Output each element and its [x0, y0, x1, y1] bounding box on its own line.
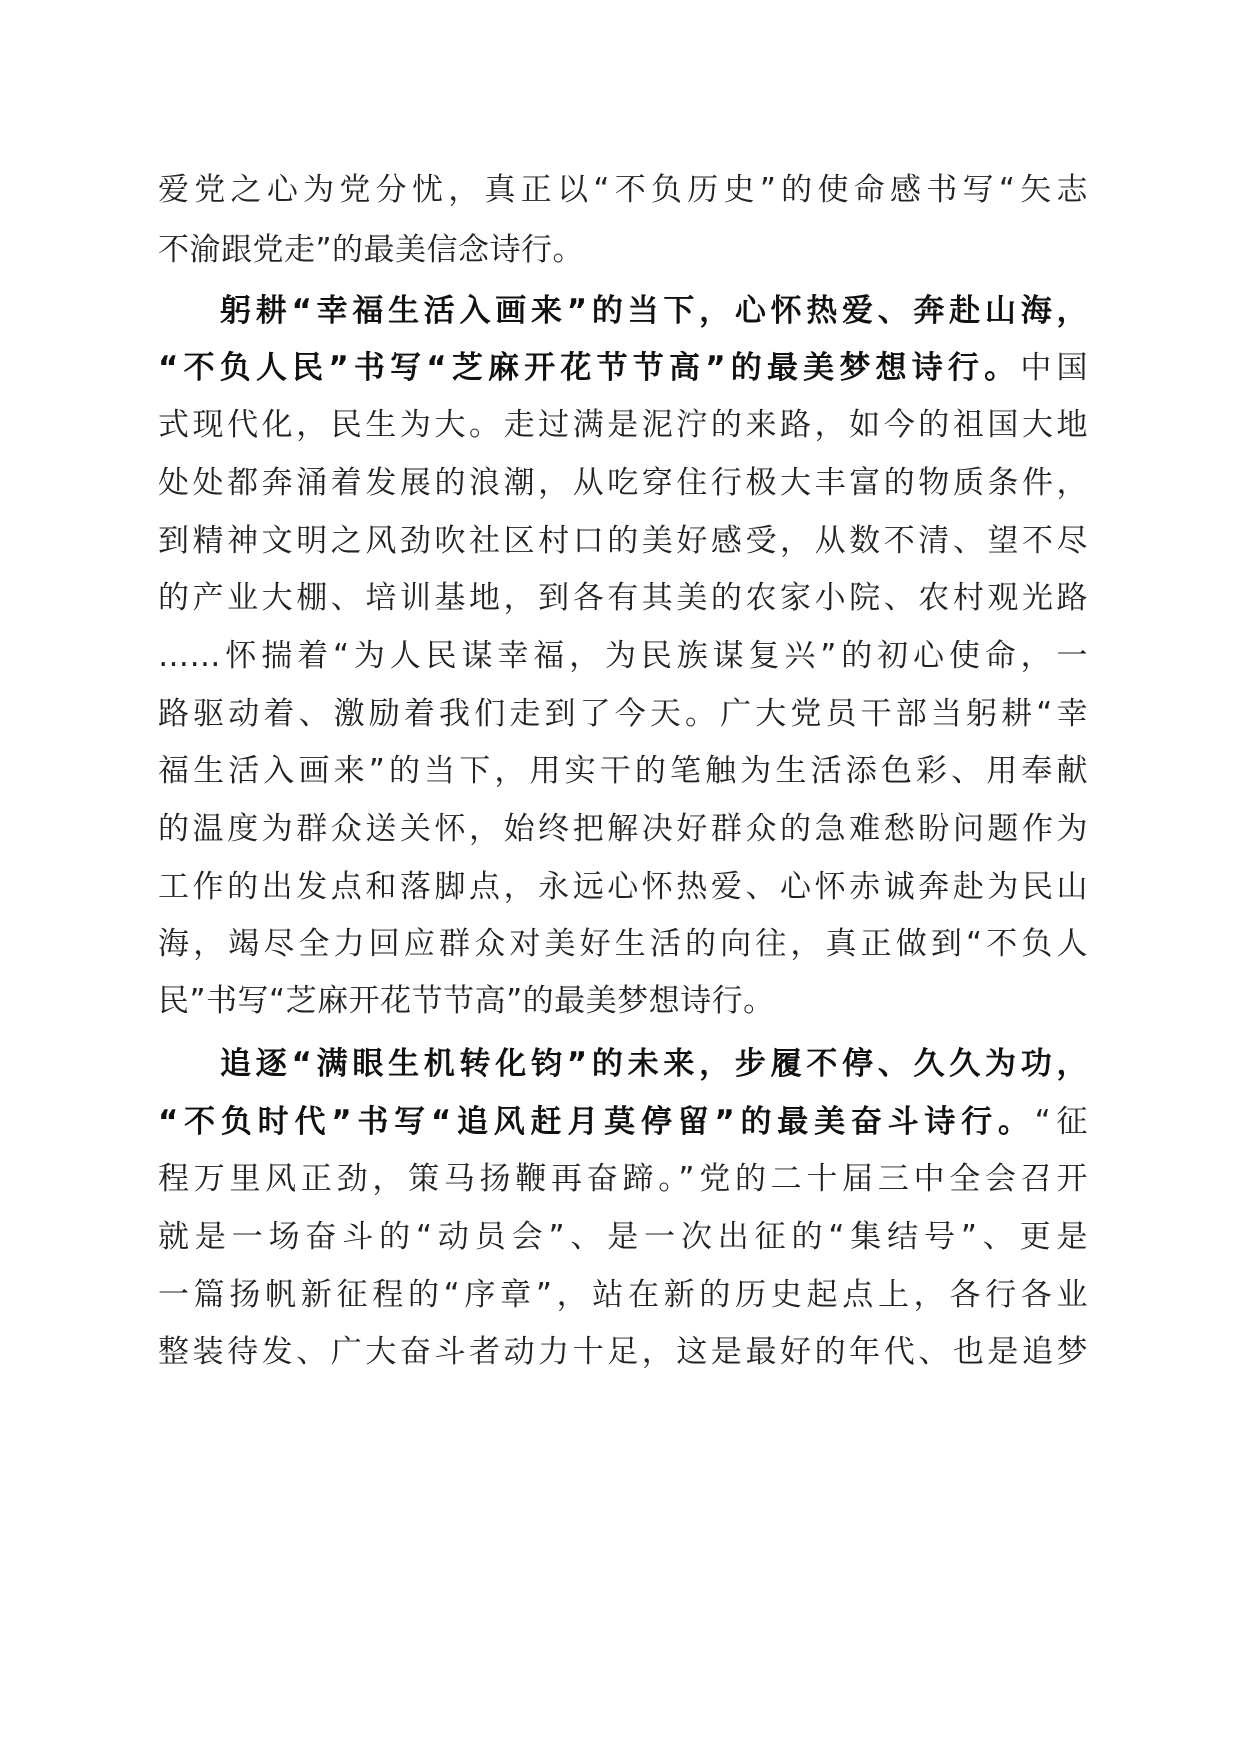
body-line: 就是一场奋斗的“动员会”、是一次出征的“集结号”、更是: [158, 1219, 1088, 1255]
paragraph-heading: 追逐“满眼生机转化钧”的未来，步履不停、久久为功，: [220, 1046, 1088, 1082]
body-line: 的产业大棚、培训基地，到各有其美的农家小院、农村观光路: [158, 580, 1088, 616]
body-line: 整装待发、广大奋斗者动力十足，这是最好的年代、也是追梦: [158, 1334, 1088, 1370]
heading-continuation-line: [158, 340, 1088, 396]
body-line: 爱党之心为党分忧，真正以“不负历史”的使命感书写“矢志: [158, 172, 1088, 208]
body-line: 不渝跟党走”的最美信念诗行。: [158, 232, 585, 268]
body-line: ……怀揣着“为人民谋幸福，为民族谋复兴”的初心使命，一: [158, 638, 1088, 674]
body-line: 民”书写“芝麻开花节节高”的最美梦想诗行。: [158, 983, 775, 1019]
body-line: 程万里风正劲，策马扬鞭再奋蹄。”党的二十届三中全会召开: [158, 1161, 1088, 1197]
paragraph-heading-tail: “不负人民”书写“芝麻开花节节高”的最美梦想诗行。: [158, 350, 1021, 386]
body-line: 福生活入画来”的当下，用实干的笔触为生活添色彩、用奉献: [158, 753, 1088, 789]
body-line: 路驱动着、激励着我们走到了今天。广大党员干部当躬耕“幸: [158, 696, 1088, 732]
paragraph-heading-tail: “不负时代”书写“追风赶月莫停留”的最美奋斗诗行。: [158, 1104, 1035, 1140]
body-line: 海，竭尽全力回应群众对美好生活的向往，真正做到“不负人: [158, 926, 1088, 962]
body-line: 一篇扬帆新征程的“序章”，站在新的历史起点上，各行各业: [158, 1277, 1088, 1313]
heading-continuation-line: [158, 1094, 1088, 1150]
body-line: 到精神文明之风劲吹社区村口的美好感受，从数不清、望不尽: [158, 523, 1088, 559]
body-text-start: “征: [1034, 1104, 1088, 1140]
body-line: 工作的出发点和落脚点，永远心怀热爱、心怀赤诚奔赴为民山: [158, 869, 1088, 905]
paragraph-heading: 躬耕“幸福生活入画来”的当下，心怀热爱、奔赴山海，: [220, 293, 1088, 329]
body-line: 式现代化，民生为大。走过满是泥泞的来路，如今的祖国大地: [158, 407, 1088, 443]
body-text-start: 中国: [1020, 350, 1088, 386]
body-line: 处处都奔涌着发展的浪潮，从吃穿住行极大丰富的物质条件，: [158, 465, 1088, 501]
body-line: 的温度为群众送关怀，始终把解决好群众的急难愁盼问题作为: [158, 811, 1088, 847]
